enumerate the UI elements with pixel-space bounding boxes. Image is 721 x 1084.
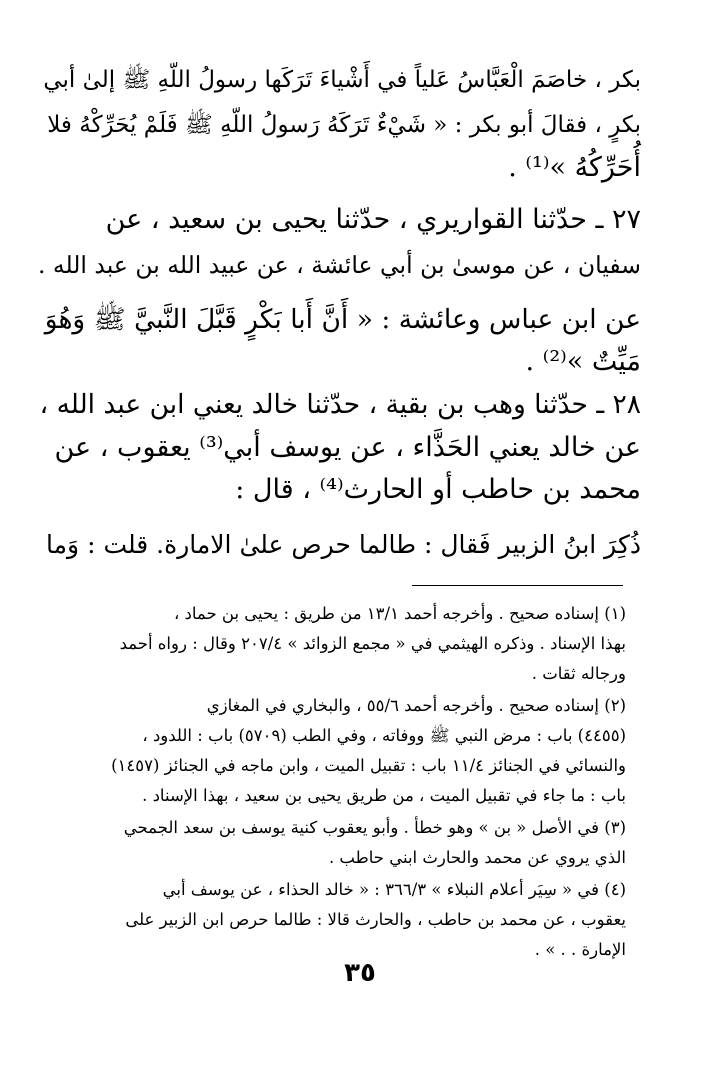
- main-line: سفيان ، عن موسىٰ بن أبي عائشة ، عن عبيد الله بن عبد الله .: [37, 251, 641, 279]
- footnote-line: (٢) إسناده صحيح . وأخرجه أحمد ٥٥/٦ ، والبخاري في المغازي: [206, 696, 626, 715]
- footnote-line: (١) إسناده صحيح . وأخرجه أحمد ١٣/١ من طريق : يحيى بن حماد ،: [173, 604, 626, 623]
- footnote-line: (٣) في الأصل « بن » وهو خطأ . وأبو يعقوب كنية يوسف بن سعد الجمحي: [123, 818, 626, 837]
- main-line: ٢٨ ـ حدّثنا وهب بن بقية ، حدّثنا خالد يعني ابن عبد الله ،: [39, 389, 641, 420]
- footnote-line: يعقوب ، عن محمد بن حاطب ، والحارث قالا : طالما حرص ابن الزبير على: [125, 910, 626, 929]
- footnote-line: الإمارة . . » .: [534, 940, 626, 959]
- footnote-line: باب : ما جاء في تقبيل الميت ، من طريق يحيى بن سعيد ، بهذا الإسناد .: [142, 786, 626, 805]
- footnote-line: الذي يروي عن محمد والحارث ابني حاطب .: [328, 848, 626, 867]
- footnote-line: ورجاله ثقات .: [531, 664, 626, 683]
- footnote-line: (٤) في « سِيَر أعلام النبلاء » ٣٦٦/٣ : « خالد الحذاء ، عن يوسف أبي: [162, 880, 626, 899]
- main-line: ٢٧ ـ حدّثنا القواريري ، حدّثنا يحيى بن سعيد ، عن: [105, 204, 641, 235]
- main-line: ذُكِرَ ابنُ الزبير فَقال : طالما حرص علىٰ الامارة. قلت : وَما: [46, 530, 641, 559]
- main-line: محمد بن حاطب أو الحارث⁽⁴⁾ ، قال :: [235, 474, 641, 505]
- footnote-line: بهذا الإسناد . وذكره الهيثمي في « مجمع الزوائد » ٢٠٧/٤ وقال : رواه أحمد: [119, 634, 626, 653]
- main-line: بكر ، خاصَمَ الْعَبَّاسُ عَلياً في أَشْياءَ تَرَكَها رسولُ اللّهِ ﷺ إلىٰ أبي: [43, 67, 641, 93]
- footnote-line: والنسائي في الجنائز ١١/٤ باب : تقبيل الميت ، وابن ماجه في الجنائز (١٤٥٧): [111, 756, 626, 775]
- main-line: عن ابن عباس وعائشة : « أَنَّ أَبا بَكْرٍ قَبَّلَ النَّبيَّ ﷺ وَهُوَ: [44, 304, 641, 335]
- main-line: أُحَرِّكُهُ »⁽¹⁾ .: [508, 152, 641, 183]
- main-line: مَيِّتٌ »⁽²⁾ .: [525, 346, 641, 377]
- main-line: عن خالد يعني الحَذَّاء ، عن يوسف أبي⁽³⁾ يعقوب ، عن: [54, 432, 641, 463]
- page-number: ٣٥: [344, 958, 376, 988]
- footnote-line: (٤٤٥٥) باب : مرض النبي ﷺ ووفاته ، وفي الطب (٥٧٠٩) باب : اللدود ،: [142, 726, 626, 745]
- footnote-divider: [412, 585, 623, 586]
- main-line: بكرٍ ، فقالَ أبو بكر : « شَيْءٌ تَرَكَهُ رَسولُ اللّهِ ﷺ فَلَمْ يُحَرِّكْهُ فلا: [47, 112, 641, 138]
